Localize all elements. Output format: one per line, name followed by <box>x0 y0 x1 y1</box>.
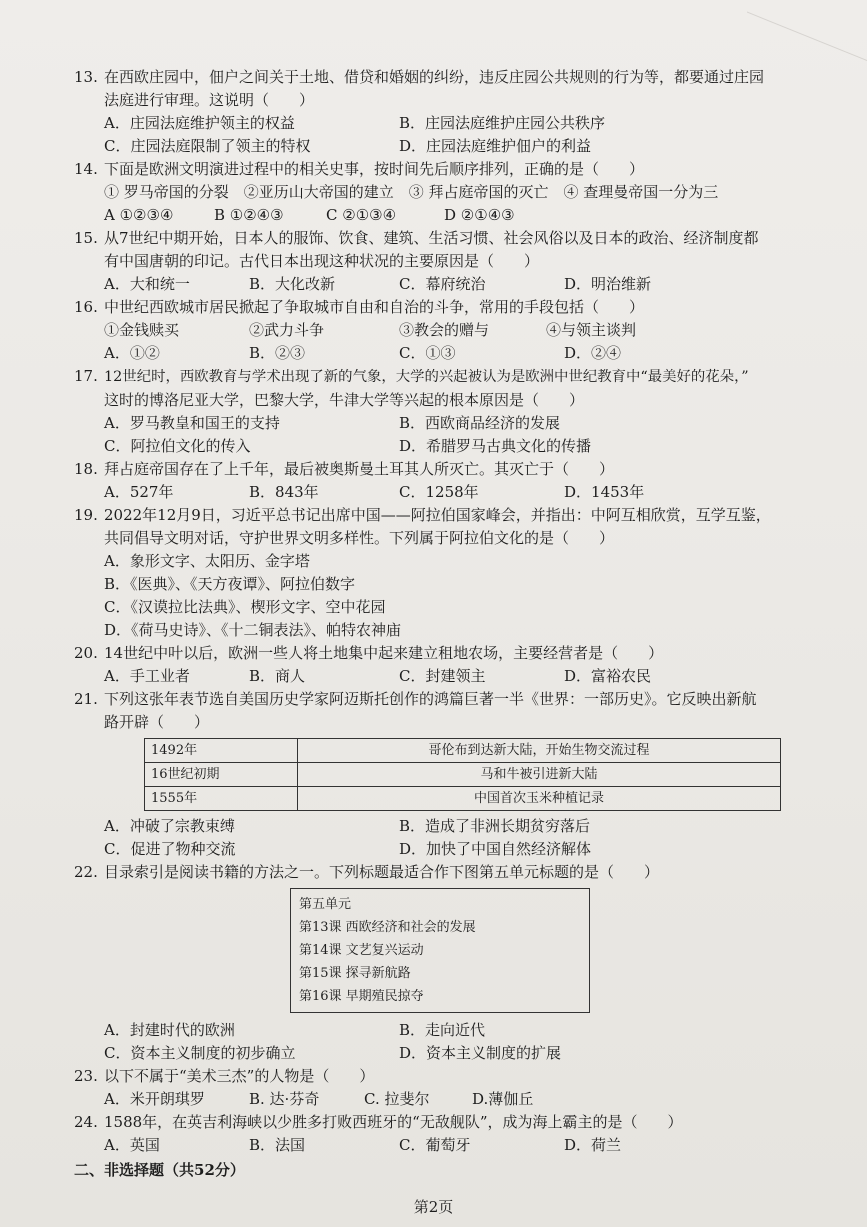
question-stem: 中世纪西欧城市居民掀起了争取城市自由和自治的斗争，常用的手段包括（ ） <box>104 298 645 316</box>
option-c: C. 拉斐尔 <box>364 1090 430 1108</box>
option-b: B. 达·芬奇 <box>249 1090 320 1108</box>
question-18 <box>74 458 814 504</box>
question-15 <box>74 227 814 296</box>
option-a: A．罗马教皇和国王的支持 <box>104 414 280 432</box>
question-number: 19. <box>74 506 98 524</box>
question-22 <box>74 861 814 1065</box>
option-b: B．大化改新 <box>249 275 336 293</box>
table-row <box>145 763 781 787</box>
option-d: D．庄园法庭维护佃户的利益 <box>399 137 592 155</box>
option-c: C．幕府统治 <box>399 275 486 293</box>
question-stem: 在西欧庄园中，佃户之间关于土地、借贷和婚姻的纠纷，违反庄园公共规则的行为等，都要通过庄园 <box>104 68 765 86</box>
option-b: B．《医典》、《天方夜谭》、阿拉伯数字 <box>104 575 356 593</box>
option-b: B ①②④③ <box>214 206 284 224</box>
option-c: C ②①③④ <box>326 206 397 224</box>
toc-lesson: 第15课 探寻新航路 <box>299 966 411 981</box>
question-stem: 1588年，在英吉利海峡以少胜多打败西班牙的“无敌舰队”，成为海上霸主的是（ ） <box>104 1113 683 1131</box>
table-event: 中国首次玉米种植记录 <box>298 787 781 811</box>
option-d: D．富裕农民 <box>564 667 652 685</box>
question-number: 16. <box>74 298 98 316</box>
question-stem: 共同倡导文明对话，守护世界文明多样性。下列属于阿拉伯文化的是（ ） <box>104 529 615 547</box>
option-b: B．西欧商品经济的发展 <box>399 414 561 432</box>
option-a: A．庄园法庭维护领主的权益 <box>104 114 295 132</box>
question-number: 18. <box>74 460 98 478</box>
table-row <box>145 787 781 811</box>
table-of-contents-box <box>290 888 590 1013</box>
table-event: 哥伦布到达新大陆，开始生物交流过程 <box>298 739 781 763</box>
question-14 <box>74 158 814 227</box>
question-stem: 下列这张年表节选自美国历史学家阿迈斯托创作的鸿篇巨著一半《世界：一部历史》。它反映出新航 <box>104 690 757 708</box>
question-stem: 12世纪时，西欧教育与学术出现了新的气象，大学的兴起被认为是欧洲中世纪教育中“最美好的花朵，” <box>104 369 749 385</box>
question-stem: 2022年12月9日，习近平总书记出席中国——阿拉伯国家峰会，并指出：中阿互相欣赏，互学互鉴， <box>104 506 771 524</box>
question-list <box>74 66 814 1180</box>
question-16 <box>74 296 814 365</box>
question-number: 22. <box>74 863 98 881</box>
question-stem: 下面是欧洲文明演进过程中的相关史事，按时间先后顺序排列，正确的是（ ） <box>104 160 645 178</box>
option-c: C．葡萄牙 <box>399 1136 471 1154</box>
question-stem: 拜占庭帝国存在了上千年，最后被奥斯曼土耳其人所灭亡。其灭亡于（ ） <box>104 460 615 478</box>
option-a: A．象形文字、太阳历、金字塔 <box>104 552 310 570</box>
question-stem: 目录索引是阅读书籍的方法之一。下列标题最适合作下图第五单元标题的是（ ） <box>104 863 660 881</box>
table-year: 16世纪初期 <box>145 763 298 787</box>
question-number: 23. <box>74 1067 98 1085</box>
question-stem: 从7世纪中期开始，日本人的服饰、饮食、建筑、生活习惯、社会风俗以及日本的政治、经济制度都 <box>104 229 759 247</box>
item-3: ③教会的赠与 <box>399 321 490 339</box>
option-b: B．②③ <box>249 344 306 362</box>
toc-lesson: 第13课 西欧经济和社会的发展 <box>299 920 476 935</box>
option-a: A．527年 <box>104 483 174 501</box>
item-1: ①金钱赎买 <box>104 321 180 339</box>
question-21 <box>74 688 814 861</box>
option-c: C．庄园法庭限制了领主的特权 <box>104 137 311 155</box>
option-d: D.薄伽丘 <box>472 1090 534 1108</box>
option-a: A．英国 <box>104 1136 160 1154</box>
item-2: ②武力斗争 <box>249 321 325 339</box>
option-b: B．商人 <box>249 667 306 685</box>
chronology-table <box>144 738 781 811</box>
option-a: A．封建时代的欧洲 <box>104 1021 235 1039</box>
option-a: A．大和统一 <box>104 275 190 293</box>
option-a: A．①② <box>104 344 160 362</box>
question-number: 13. <box>74 68 98 86</box>
table-row <box>145 739 781 763</box>
option-a: A．米开朗琪罗 <box>104 1090 205 1108</box>
question-number: 14. <box>74 160 98 178</box>
option-d: D．明治维新 <box>564 275 652 293</box>
toc-unit-title: 第五单元 <box>299 897 352 912</box>
item-4: ④与领主谈判 <box>546 321 637 339</box>
option-d: D．希腊罗马古典文化的传播 <box>399 437 592 455</box>
option-d: D．资本主义制度的扩展 <box>399 1044 562 1062</box>
page-number: 第2页 <box>413 1198 454 1216</box>
option-b: B．庄园法庭维护庄园公共秩序 <box>399 114 606 132</box>
option-d: D．荷兰 <box>564 1136 622 1154</box>
option-a: A ①②③④ <box>104 206 174 224</box>
option-c: C．资本主义制度的初步确立 <box>104 1044 296 1062</box>
question-number: 21. <box>74 690 98 708</box>
question-stem: 路开辟（ ） <box>104 713 210 731</box>
option-b: B．843年 <box>249 483 319 501</box>
option-b: B．走向近代 <box>399 1021 486 1039</box>
option-a: A．冲破了宗教束缚 <box>104 817 235 835</box>
toc-lesson: 第16课 早期殖民掠夺 <box>299 989 424 1004</box>
option-c: C．1258年 <box>399 483 479 501</box>
question-number: 20. <box>74 644 98 662</box>
question-number: 17. <box>74 367 98 385</box>
question-stem: 这时的博洛尼亚大学，巴黎大学，牛津大学等兴起的根本原因是（ ） <box>104 391 585 409</box>
option-b: B．造成了非洲长期贫穷落后 <box>399 817 591 835</box>
question-13 <box>74 66 814 158</box>
table-year: 1555年 <box>145 787 298 811</box>
question-19 <box>74 504 814 642</box>
question-17 <box>74 365 814 458</box>
option-c: C．①③ <box>399 344 456 362</box>
question-24 <box>74 1111 814 1157</box>
table-event: 马和牛被引进新大陆 <box>298 763 781 787</box>
question-stem: 以下不属于“美术三杰”的人物是（ ） <box>104 1067 375 1085</box>
option-c: C．促进了物种交流 <box>104 840 236 858</box>
question-20 <box>74 642 814 688</box>
option-d: D．②④ <box>564 344 622 362</box>
question-items: ① 罗马帝国的分裂 ②亚历山大帝国的建立 ③ 拜占庭帝国的灭亡 ④ 查理曼帝国一分为三 <box>104 183 719 201</box>
table-year: 1492年 <box>145 739 298 763</box>
question-23 <box>74 1065 814 1111</box>
option-c: C．封建领主 <box>399 667 486 685</box>
option-a: A．手工业者 <box>104 667 190 685</box>
option-c: C．阿拉伯文化的传入 <box>104 437 251 455</box>
section-heading: 二、非选择题（共52分） <box>74 1161 245 1179</box>
toc-lesson: 第14课 文艺复兴运动 <box>299 943 424 958</box>
option-d: D ②①④③ <box>444 206 515 224</box>
question-stem: 法庭进行审理。这说明（ ） <box>104 91 315 109</box>
question-stem: 14世纪中叶以后，欧洲一些人将土地集中起来建立租地农场，主要经营者是（ ） <box>104 644 664 662</box>
question-number: 24. <box>74 1113 98 1131</box>
option-d: D．1453年 <box>564 483 645 501</box>
option-d: D．《荷马史诗》、《十二铜表法》、帕特农神庙 <box>104 621 402 639</box>
option-c: C．《汉谟拉比法典》、楔形文字、空中花园 <box>104 598 386 616</box>
question-number: 15. <box>74 229 98 247</box>
option-b: B．法国 <box>249 1136 306 1154</box>
question-stem: 有中国唐朝的印记。古代日本出现这种状况的主要原因是（ ） <box>104 252 540 270</box>
option-d: D．加快了中国自然经济解体 <box>399 840 592 858</box>
